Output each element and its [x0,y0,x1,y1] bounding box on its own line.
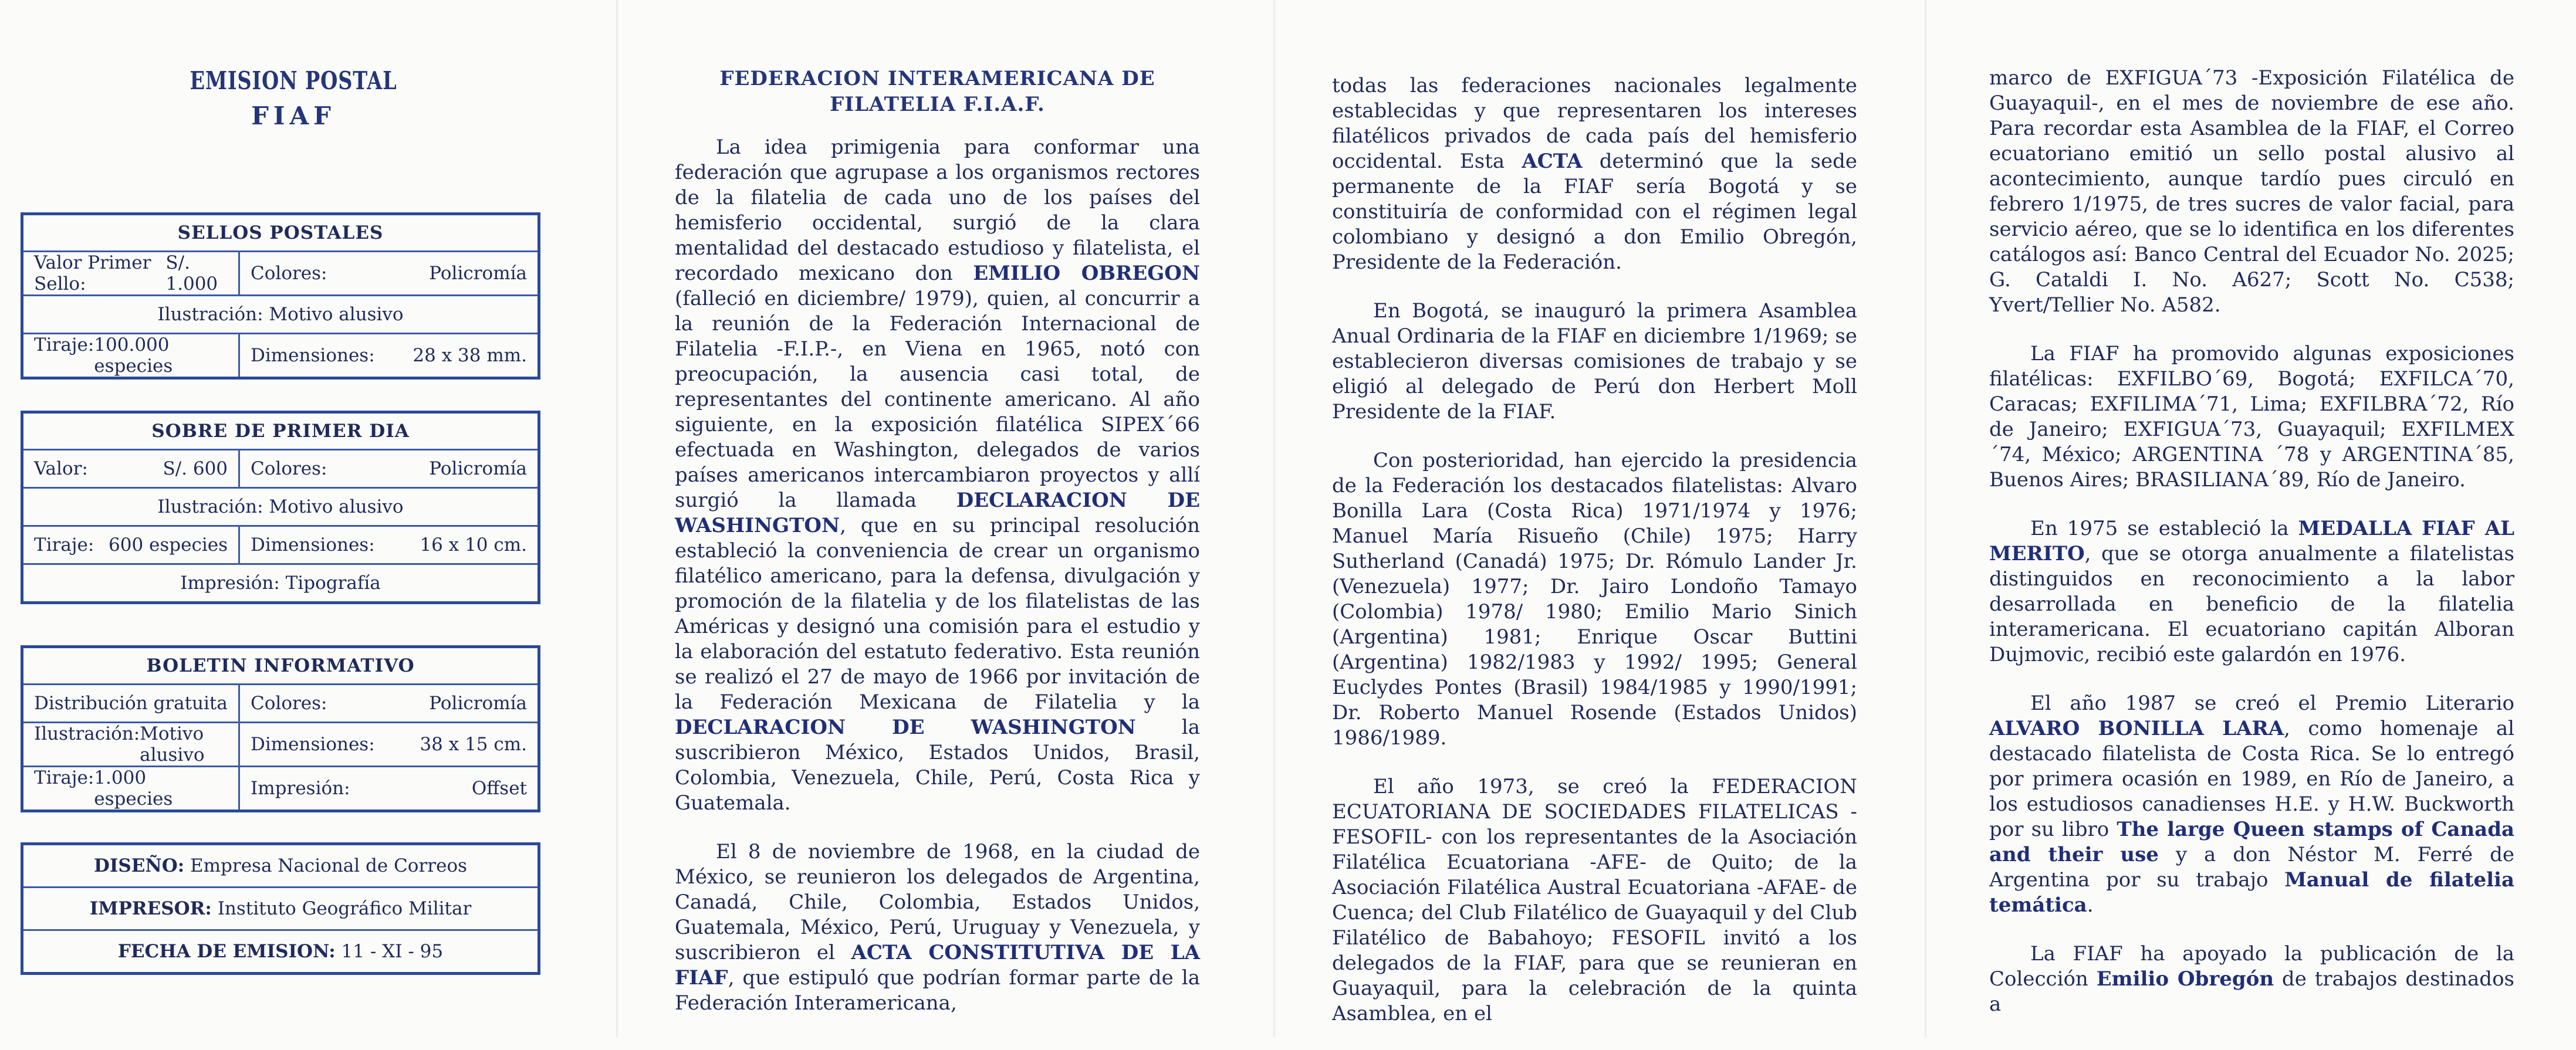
sobre-colores-value: Policromía [429,458,527,479]
diseno-label: DISEÑO: [93,855,185,876]
diseno-value: Empresa Nacional de Correos [190,855,468,876]
sellos-dimensiones-value: 28 x 38 mm. [413,345,527,366]
fold-line-2 [1273,0,1275,1037]
sellos-tiraje-value: 100.000 especies [94,334,173,377]
sobre-ilustracion: Ilustración: Motivo alusivo [22,488,539,526]
boletin-tiraje-value: 1.000 especies [94,767,173,809]
text-column-2 [675,66,1200,1039]
paragraph: El 8 de noviembre de 1968, en la ciudad de México, se reunieron los delegados de Argentina, Canadá, Chile, Colombia, Estados Unidos, Guatemala, México, Perú, Uruguay y Venezuela, y suscribieron el ACTA CONSTITUTIVA DE LA FIAF, que estipuló que podrían formar parte de la Federación Interamericana, [675,840,1201,1015]
fold-line-3 [1925,0,1926,1037]
boletin-ilustracion-label: Ilustración: [34,723,140,744]
panel-fiaf-history-2 [1309,0,1895,1037]
boletin-dimensiones-label: Dimensiones: [251,734,375,755]
sellos-valor-label: Valor Primer Sello: [34,252,151,294]
boletin-dimensiones-value: 38 x 15 cm. [420,734,527,755]
fecha-label: FECHA DE EMISION: [117,941,336,962]
impresor-value: Instituto Geográfico Militar [217,898,472,919]
sellos-colores-value: Policromía [429,263,527,284]
sellos-valor-value: S/. 1.000 [165,252,218,294]
fecha-value: 11 - XI - 95 [341,941,444,962]
boletin-ilustracion-value: Motivo alusivo [140,723,205,766]
sobre-tiraje-value: 600 especies [109,534,228,556]
fiaf-heading: FEDERACION INTERAMERICANA DE FILATELIA F.I.A.F. [719,67,1155,116]
sobre-valor-label: Valor: [34,458,88,479]
credit-impresor [22,888,539,930]
paragraph: todas las federaciones nacionales legalmente establecidas y que representaren los intereses filatélicos privados de cada país del hemisferio occidental. Esta ACTA determinó que la sede permanente de la FIAF sería Bogotá y se constituiría de conformidad con el régimen legal colombiano y designó a don Emilio Obregón, Presidente de la Federación. [1332,74,1857,274]
sobre-primer-dia-table [21,411,540,604]
paragraph: La FIAF ha promovido algunas exposiciones filatélicas: EXFILBO´69, Bogotá; EXFILCA´70, Caracas; EXFILIMA´71, Lima; EXFILBRA´72, Río de Janeiro; EXFIGUA´73, Guayaquil; EXFILMEX´74, México; ARGENTINA ´78 y ARGENTINA´85, Buenos Aires; BRASILIANA´89, Río de Janeiro. [1989,342,2514,492]
boletin-distribucion: Distribución gratuita [22,685,239,723]
title-line-2: FIAF [251,101,336,130]
paragraph: En Bogotá, se inauguró la primera Asamblea Anual Ordinaria de la FIAF en diciembre 1/1969; se establecieron diversas comisiones de trabajo y se eligió al delegado de Perú don Herbert Moll Presidente de la FIAF. [1332,299,1857,424]
sobre-valor-value: S/. 600 [163,458,228,479]
sobre-dimensiones-value: 16 x 10 cm. [420,534,527,556]
paragraph: La FIAF ha apoyado la publicación de la Colección Emilio Obregón de trabajos destinados a [1989,942,2514,1016]
boletin-impresion-label: Impresión: [251,778,350,799]
sellos-tiraje-label: Tiraje: [34,334,94,355]
boletin-colores-value: Policromía [429,693,527,714]
sobre-header: SOBRE DE PRIMER DIA [22,412,539,450]
credits-table [21,842,540,975]
sobre-impresion: Impresión: Tipografía [22,564,539,603]
boletin-impresion-value: Offset [471,778,527,799]
boletin-header: BOLETIN INFORMATIVO [22,647,539,685]
sellos-colores-label: Colores: [251,263,327,284]
panel-fiaf-history-1 [645,0,1232,1037]
sellos-dimensiones-label: Dimensiones: [251,345,375,366]
paragraph: marco de EXFIGUA´73 -Exposición Filatélica de Guayaquil-, en el mes de noviembre de ese año. Para recordar esta Asamblea de la FIAF, el Correo ecuatoriano emitió un sello postal alusivo al acontecimiento, aunque tardío pues circuló en febrero 1/1975, de tres sucres de valor facial, para servicio aéreo, que se lo identifica en los diferentes catálogos así: Banco Central del Ecuador No. 2025; G. Cataldi I. No. A627; Scott No. C538; Yvert/Tellier No. A582. [1989,66,2514,317]
sellos-postales-table [21,212,540,380]
sobre-tiraje-label: Tiraje: [34,534,94,556]
credit-diseno [22,844,539,888]
text-column-4 [1989,66,2514,1041]
sobre-dimensiones-label: Dimensiones: [251,534,375,556]
boletin-colores-label: Colores: [251,693,327,714]
paragraph: El año 1973, se creó la FEDERACION ECUATORIANA DE SOCIEDADES FILATELICAS -FESOFIL- con los representantes de la Asociación Filatélica Ecuatoriana -AFE- de Quito; de la Asociación Filatélica Austral Ecuatoriana -AFAE- de Cuenca; del Club Filatélico de Guayaquil y del Club Filatélico de Babahoyo; FESOFIL invitó a los delegados de la FIAF, para que se reunieran en Guayaquil, para la celebración de la quinta Asamblea, en el [1332,775,1857,1025]
paragraph: En 1975 se estableció la MEDALLA FIAF AL MERITO, que se otorga anualmente a filatelistas distinguidos en reconocimiento a la labor desarrollada en beneficio de la filatelia interamericana. El ecuatoriano capitán Alboran Dujmovic, recibió este galardón en 1976. [1989,517,2514,666]
sobre-colores-label: Colores: [251,458,327,479]
text-column-3 [1332,73,1857,1050]
credit-fecha [22,930,539,974]
sellos-header: SELLOS POSTALES [22,214,539,252]
title-line-1: EMISION POSTAL [190,66,397,95]
boletin-informativo-table [21,645,540,812]
sellos-ilustracion: Ilustración: Motivo alusivo [22,296,539,334]
panel-emision-postal [0,0,587,1037]
paragraph: El año 1987 se creó el Premio Literario ALVARO BONILLA LARA, como homenaje al destacado filatelista de Costa Rica. Se lo entregó por primera ocasión en 1989, en Río de Janeiro, a los estudiosos canadienses H.E. y H.W. Buckworth por su libro The large Queen stamps of Canada and their use y a don Néstor M. Ferré de Argentina por su trabajo Manual de filatelia temática. [1989,692,2515,917]
paragraph: La idea primigenia para conformar una federación que agrupase a los organismos rectores de la filatelia de cada uno de los países del hemisferio occidental, surgió de la clara mentalidad del destacado estudioso y filatelista, el recordado mexicano don EMILIO OBREGON (falleció en diciembre/ 1979), quien, al concurrir a la reunión de la Federación Internacional de Filatelia -F.I.P.-, en Viena en 1965, notó con preocupación, la ausencia casi total, de representantes del continente americano. Al año siguiente, en la exposición filatélica SIPEX´66 efectuada en Washington, delegados de varios países americanos intercambiaron proyectos y allí surgió la llamada DECLARACION DE WASHINGTON, que en su principal resolución estableció la conveniencia de crear un organismo filatélico americano, para la defensa, divulgación y promoción de la filatelia y de los filatelistas de las Américas y designó una comisión para el estudio y la elaboración del estatuto federativo. Esta reunión se realizó el 27 de mayo de 1966 por invitación de la Federación Mexicana de Filatelia y la DECLARACION DE WASHINGTON la suscribieron México, Estados Unidos, Brasil, Colombia, Venezuela, Chile, Perú, Costa Rica y Guatemala. [675,136,1200,815]
fold-line-1 [616,0,618,1037]
impresor-label: IMPRESOR: [89,898,212,919]
paragraph: Con posterioridad, han ejercido la presidencia de la Federación los destacados filatelistas: Alvaro Bonilla Lara (Costa Rica) 1971/1974 y 1976; Manuel María Risueño (Chile) 1975; Harry Sutherland (Canadá) 1975; Dr. Rómulo Lander Jr. (Venezuela) 1977; Dr. Jairo Londoño Tamayo (Colombia) 1978/ 1980; Emilio Mario Sinich (Argentina) 1981; Enrique Oscar Buttini (Argentina) 1982/1983 y 1992/ 1995; General Euclydes Pontes (Brasil) 1984/1985 y 1990/1991; Dr. Roberto Manuel Rosende (Estados Unidos) 1986/1989. [1332,449,1857,750]
panel-fiaf-history-3 [1972,0,2558,1037]
boletin-tiraje-label: Tiraje: [34,767,94,788]
